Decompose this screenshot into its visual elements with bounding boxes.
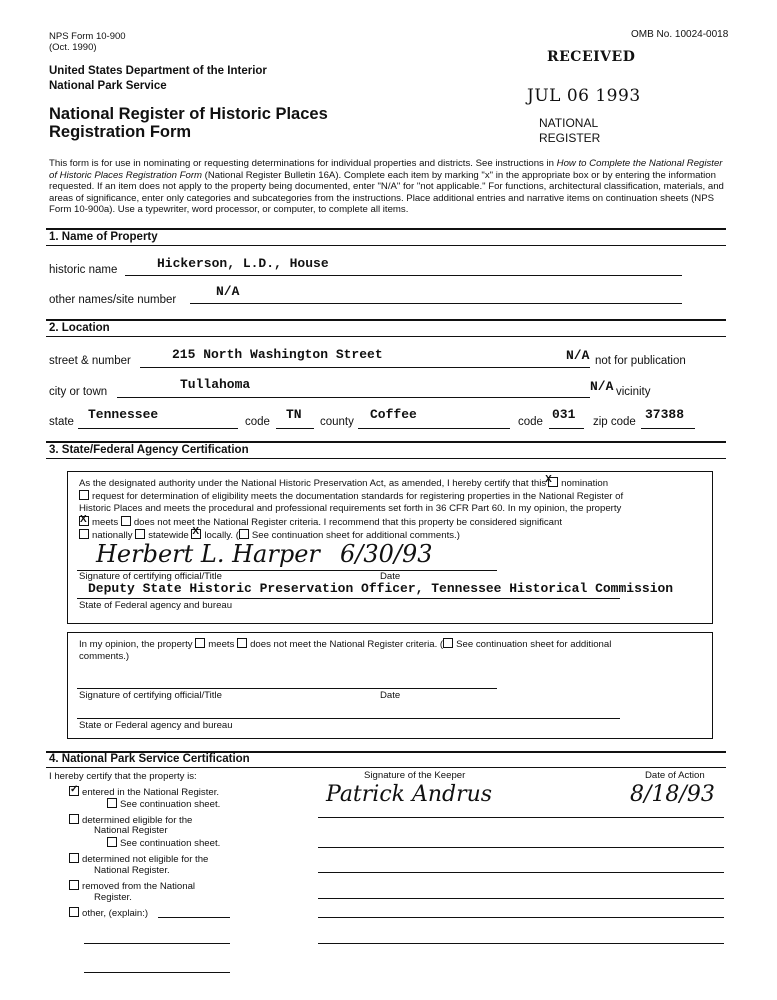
state-code-line bbox=[276, 428, 314, 429]
opinion-meets-text: meets bbox=[208, 639, 235, 650]
see-continuation-checkbox[interactable] bbox=[239, 529, 249, 539]
cert-signature-label: Signature of certifying official/Title bbox=[79, 571, 222, 582]
cert-line1 bbox=[79, 474, 609, 489]
other-explain-line bbox=[158, 917, 230, 918]
opinion-see-text: See continuation sheet for additional bbox=[456, 639, 612, 650]
section1-rule bbox=[46, 228, 726, 230]
opinion-see-checkbox[interactable] bbox=[443, 638, 453, 648]
opinion-signature-label: Signature of certifying official/Title bbox=[79, 690, 222, 701]
received-date: JUL 06 1993 bbox=[527, 86, 641, 106]
meets-text: meets bbox=[92, 517, 119, 528]
opinion-agency-line bbox=[77, 718, 620, 719]
opt-see1 bbox=[107, 798, 220, 810]
cert-nomination-text: nomination bbox=[561, 478, 609, 489]
certifying-title-value[interactable]: Deputy State Historic Preservation Officer, Tennessee Historical Commission bbox=[88, 581, 674, 596]
cert-agency-label: State of Federal agency and bureau bbox=[79, 600, 233, 611]
zip-line bbox=[641, 428, 695, 429]
opt-entered-text: entered in the National Register. bbox=[82, 787, 220, 798]
county-line bbox=[358, 428, 510, 429]
other-checkbox[interactable] bbox=[69, 907, 79, 917]
does-not-meet-checkbox[interactable] bbox=[121, 516, 131, 526]
opinion-prefix: In my opinion, the property bbox=[79, 639, 193, 650]
opt-not-eligible-text-2: National Register. bbox=[94, 865, 170, 876]
date-of-action-label: Date of Action bbox=[645, 770, 705, 781]
city-value[interactable]: Tullahoma bbox=[180, 377, 251, 392]
statewide-text: statewide bbox=[148, 530, 189, 541]
section2-rule-bottom bbox=[46, 336, 726, 337]
entered-check-mark: ✓ bbox=[70, 784, 79, 795]
locally-check-mark: X bbox=[192, 526, 200, 537]
keeper-line-5 bbox=[318, 917, 724, 918]
locally-checkbox[interactable] bbox=[191, 526, 201, 539]
form-title-line2: Registration Form bbox=[49, 123, 192, 141]
opt-not-eligible bbox=[69, 853, 208, 865]
historic-name-line bbox=[125, 275, 682, 276]
county-value[interactable]: Coffee bbox=[370, 407, 417, 422]
cert-agency-line bbox=[77, 598, 620, 599]
opt-other bbox=[69, 907, 148, 919]
see-continuation-text: See continuation sheet for additional comments.) bbox=[251, 530, 460, 541]
action-date: 8/18/93 bbox=[630, 782, 715, 807]
form-number: NPS Form 10-900 bbox=[49, 31, 126, 42]
vicinity-label: vicinity bbox=[616, 386, 651, 398]
street-line bbox=[140, 367, 590, 368]
nomination-checkbox[interactable] bbox=[545, 474, 558, 487]
other-names-label: other names/site number bbox=[49, 294, 177, 306]
other-names-value[interactable]: N/A bbox=[216, 284, 240, 299]
service-name: National Park Service bbox=[49, 80, 167, 92]
section1-heading: 1. Name of Property bbox=[49, 231, 158, 243]
cert-line2 bbox=[79, 490, 623, 502]
eligible-checkbox[interactable] bbox=[69, 814, 79, 824]
county-code-line bbox=[549, 428, 584, 429]
opt-eligible-text-1: determined eligible for the bbox=[82, 815, 193, 826]
keeper-line-1 bbox=[318, 817, 724, 818]
locally-text: locally. ( bbox=[204, 530, 239, 541]
instructions-paragraph bbox=[49, 158, 729, 216]
opt-entered bbox=[69, 786, 219, 798]
section2-heading: 2. Location bbox=[49, 322, 110, 334]
received-stamp: RECEIVED bbox=[547, 49, 636, 65]
removed-checkbox[interactable] bbox=[69, 880, 79, 890]
opt-not-eligible-text-1: determined not eligible for the bbox=[82, 854, 209, 865]
opt-removed-text-1: removed from the National bbox=[82, 881, 196, 892]
not-publication-label: not for publication bbox=[595, 355, 686, 367]
cert-line1-text: As the designated authority under the National Historic Preservation Act, as amended, I hereby certify that this bbox=[79, 478, 547, 489]
county-code-value[interactable]: 031 bbox=[552, 407, 576, 422]
keeper-line-2 bbox=[318, 847, 724, 848]
stamp-national: NATIONAL bbox=[539, 116, 599, 130]
vicinity-value[interactable]: N/A bbox=[590, 379, 614, 394]
nationally-checkbox[interactable] bbox=[79, 529, 89, 539]
zip-label: zip code bbox=[593, 416, 636, 428]
statewide-checkbox[interactable] bbox=[135, 529, 145, 539]
nps-certify-text: I hereby certify that the property is: bbox=[49, 771, 197, 782]
section3-rule-bottom bbox=[46, 458, 726, 459]
see2-checkbox[interactable] bbox=[107, 837, 117, 847]
historic-name-value[interactable]: Hickerson, L.D., House bbox=[157, 256, 329, 271]
see1-checkbox[interactable] bbox=[107, 798, 117, 808]
state-label: state bbox=[49, 416, 74, 428]
state-code-label: code bbox=[245, 416, 270, 428]
nationally-text: nationally bbox=[92, 530, 133, 541]
other-explain-line-2 bbox=[84, 943, 230, 944]
cert-date-label: Date bbox=[380, 571, 401, 582]
opt-other-text: other, (explain:) bbox=[82, 908, 149, 919]
historic-name-label: historic name bbox=[49, 264, 118, 276]
section3-heading: 3. State/Federal Agency Certification bbox=[49, 444, 249, 456]
opinion-not-meet-checkbox[interactable] bbox=[237, 638, 247, 648]
city-line bbox=[117, 397, 590, 398]
department-name: United States Department of the Interior bbox=[49, 65, 267, 77]
opinion-signature-line bbox=[77, 688, 497, 689]
opinion-agency-label: State or Federal agency and bureau bbox=[79, 720, 233, 731]
state-value[interactable]: Tennessee bbox=[88, 407, 159, 422]
opt-see2 bbox=[107, 837, 220, 849]
cert-line4 bbox=[79, 516, 562, 528]
section2-rule bbox=[46, 319, 726, 321]
section3-rule bbox=[46, 441, 726, 443]
county-code-label: code bbox=[518, 416, 543, 428]
other-names-line bbox=[190, 303, 682, 304]
keeper-line-6 bbox=[318, 943, 724, 944]
opt-removed bbox=[69, 880, 195, 892]
state-line bbox=[78, 428, 238, 429]
request-checkbox[interactable] bbox=[79, 490, 89, 500]
city-label: city or town bbox=[49, 386, 108, 398]
keeper-line-4 bbox=[318, 898, 724, 899]
opt-see2-text: See continuation sheet. bbox=[120, 838, 221, 849]
stamp-register: REGISTER bbox=[539, 131, 601, 145]
does-not-meet-text: does not meet the National Register criteria. I recommend that this property be considered significant bbox=[133, 517, 563, 528]
certifying-signature-date: 6/30/93 bbox=[340, 540, 433, 568]
not-eligible-checkbox[interactable] bbox=[69, 853, 79, 863]
keeper-signature: Patrick Andrus bbox=[326, 782, 493, 807]
street-value[interactable]: 215 North Washington Street bbox=[172, 347, 383, 362]
form-title-line1: National Register of Historic Places bbox=[49, 105, 328, 123]
meets-check-mark: X bbox=[80, 514, 87, 525]
form-date: (Oct. 1990) bbox=[49, 42, 97, 53]
opinion-date-label: Date bbox=[380, 690, 401, 701]
entered-checkbox[interactable] bbox=[69, 786, 79, 796]
opt-see1-text: See continuation sheet. bbox=[120, 799, 221, 810]
section4-heading: 4. National Park Service Certification bbox=[49, 753, 250, 765]
county-label: county bbox=[320, 416, 354, 428]
omb-number: OMB No. 10024-0018 bbox=[631, 29, 729, 40]
meets-checkbox[interactable] bbox=[79, 516, 89, 526]
zip-value[interactable]: 37388 bbox=[645, 407, 685, 422]
opinion-line1 bbox=[79, 638, 611, 650]
certifying-signature: Herbert L. Harper bbox=[96, 540, 320, 568]
other-explain-line-3 bbox=[84, 972, 230, 973]
opt-removed-text-2: Register. bbox=[94, 892, 132, 903]
instructions-text-italic: How to Complete the National Register of Historic Places Registration Form bbox=[49, 158, 723, 181]
opinion-meets-checkbox[interactable] bbox=[195, 638, 205, 648]
instructions-text-1: This form is for use in nominating or requesting determinations for individual properties and districts. See instructions in bbox=[49, 158, 557, 169]
opt-eligible-text-2: National Register bbox=[94, 825, 168, 836]
not-publication-value[interactable]: N/A bbox=[566, 348, 590, 363]
section4-rule-bottom bbox=[46, 767, 726, 768]
street-label: street & number bbox=[49, 355, 131, 367]
keeper-line-3 bbox=[318, 872, 724, 873]
section1-rule-bottom bbox=[46, 245, 726, 246]
opinion-comments: comments.) bbox=[79, 651, 130, 662]
opinion-rest-text: does not meet the National Register criteria. ( bbox=[250, 639, 444, 650]
state-code-value[interactable]: TN bbox=[286, 407, 302, 422]
nomination-check-mark: X bbox=[545, 474, 552, 485]
keeper-signature-label: Signature of the Keeper bbox=[364, 770, 466, 781]
cert-line3: Historic Places and meets the procedural and professional requirements set forth in 36 CFR Part 60. In my opinion, the property bbox=[79, 503, 622, 514]
instructions-text-2: (National Register Bulletin 16A). Complete each item by marking "x" in the appropriate box or by entering the information requested. If an item does not apply to the property being documented, enter "N/A" for "not applicable." For functions, architectural classification, materials, and areas of significance, enter only categories and subcategories from the instructions. Place additional entries and narrative items on continuation sheets (NPS Form 10-900a). Use a typewriter, word processor, or computer, to complete all items. bbox=[49, 169, 724, 215]
cert-line2-text: request for determination of eligibility meets the documentation standards for registering properties in the National Register of bbox=[92, 491, 624, 502]
